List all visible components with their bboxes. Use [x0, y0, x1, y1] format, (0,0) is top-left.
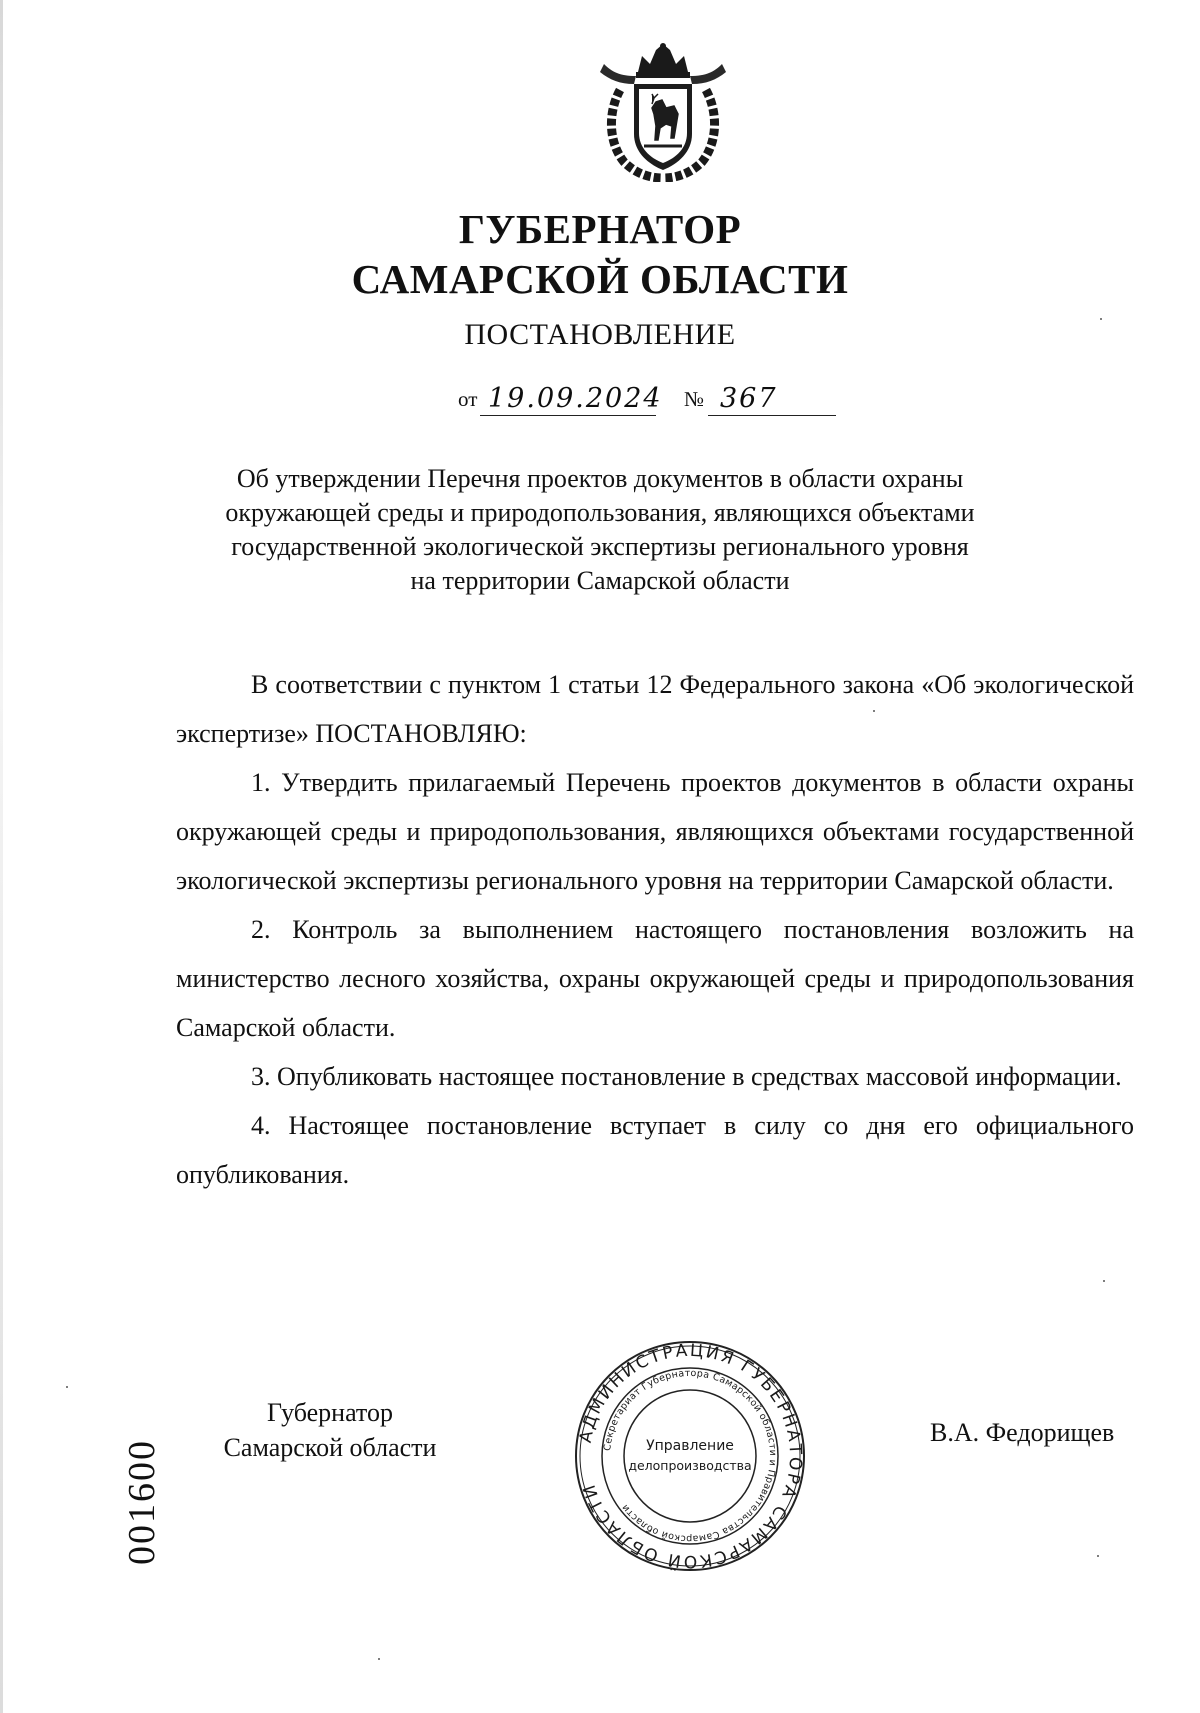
- clause-4: 4. Настоящее постановление вступает в силу со дня его официального опубликования.: [176, 1111, 1134, 1189]
- document-type: ПОСТАНОВЛЕНИЕ: [464, 318, 736, 351]
- subject-line: на территории Самарской области: [410, 566, 790, 595]
- scan-speck: [378, 1658, 380, 1660]
- subject-line: окружающей среды и природопользования, являющихся объектами: [225, 498, 975, 527]
- svg-text:Секретариат Губернатора Самарс: [602, 1368, 778, 1544]
- scan-speck: [1103, 1280, 1105, 1282]
- stamp-center-line1: Управление: [646, 1438, 734, 1454]
- official-stamp: [572, 1338, 808, 1574]
- authority-title-line2: САМАРСКОЙ ОБЛАСТИ: [351, 256, 849, 302]
- number-prefix: №: [684, 387, 705, 411]
- clause-2: 2. Контроль за выполнением настоящего постановления возложить на министерство лесного хозяйства, охраны окружающей среды и природопользования Самарской области.: [176, 915, 1134, 1042]
- samara-coat-of-arms-icon: [590, 42, 736, 182]
- handwritten-date: 19.09.2024: [488, 383, 663, 414]
- number-underline: [708, 415, 836, 416]
- signatory-name: В.А. Федорищев: [930, 1418, 1115, 1447]
- clause-1: 1. Утвердить прилагаемый Перечень проектов документов в области охраны окружающей среды и природопользования, являющихся объектами государственной экологической экспертизы регионального уровня на территории Самарской области.: [176, 768, 1134, 895]
- clause-3: 3. Опубликовать настоящее постановление в средствах массовой информации.: [251, 1062, 1122, 1091]
- scan-speck: [1097, 1555, 1099, 1557]
- subject-line: государственной экологической экспертизы регионального уровня: [231, 532, 969, 561]
- signatory-position: [200, 1395, 460, 1465]
- scan-speck: [1100, 318, 1102, 320]
- stamp-inner-text: Секретариат Губернатора Самарской области и Правительства Самарской области: [602, 1367, 779, 1545]
- margin-serial-number: 001600: [121, 1439, 163, 1565]
- stamp-outer-text: АДМИНИСТРАЦИЯ ГУБЕРНАТОРА САМАРСКОЙ ОБЛАСТИ: [575, 1340, 806, 1572]
- document-body: [176, 660, 1134, 1199]
- document-subject: [0, 462, 1200, 598]
- position-line2: Самарской области: [223, 1433, 437, 1462]
- stamp-center-line2: делопроизводства: [628, 1458, 752, 1473]
- registration-line: [458, 378, 858, 418]
- date-prefix: от: [458, 387, 478, 411]
- position-line1: Губернатор: [267, 1398, 393, 1427]
- handwritten-number: 367: [720, 383, 778, 414]
- subject-line: Об утверждении Перечня проектов документов в области охраны: [236, 464, 964, 493]
- scan-speck: [873, 710, 875, 712]
- preamble-paragraph: В соответствии с пунктом 1 статьи 12 Федерального закона «Об экологической экспертизе» ПОСТАНОВЛЯЮ:: [176, 670, 1134, 748]
- scan-speck: [66, 1386, 68, 1388]
- date-underline: [480, 415, 656, 416]
- authority-title-line1: ГУБЕРНАТОР: [458, 206, 742, 252]
